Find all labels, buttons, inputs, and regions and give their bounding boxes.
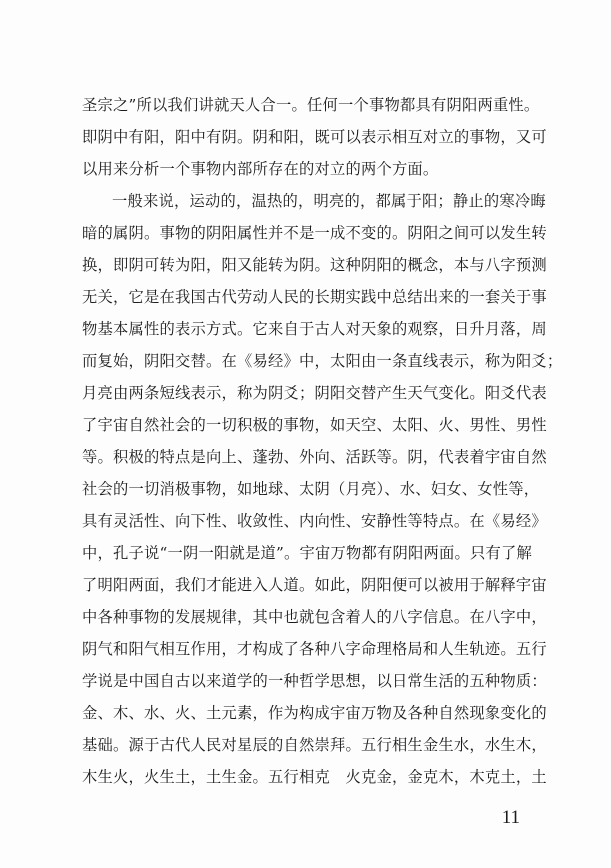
text-line: 基础。源于古代人民对星辰的自然崇拜。五行相生金生水，水生木， (82, 736, 547, 754)
text-line: 学说是中国自古以来道学的一种哲学思想，以日常生活的五种物质： (82, 672, 547, 690)
text-line: 暗的属阴。事物的阴阳属性并不是一成不变的。阴阳之间可以发生转 (82, 224, 547, 242)
text-line: 圣宗之”所以我们讲就天人合一。任何一个事物都具有阴阳两重性。 (82, 96, 540, 114)
text-line: 物基本属性的表示方式。它来自于古人对天象的观察，日升月落，周 (82, 320, 547, 338)
text-line: 中，孔子说“一阴一阳就是道”。宇宙万物都有阴阳两面。只有了解 (82, 544, 532, 562)
text-line: 了明阳两面，我们才能进入人道。如此，阴阳便可以被用于解释宇宙 (82, 576, 547, 594)
page-number: 11 (501, 807, 520, 828)
text-line: 等。积极的特点是向上、蓬勃、外向、活跃等。阴，代表着宇宙自然 (82, 448, 547, 466)
text-line: 即阴中有阳，阳中有阴。阴和阳，既可以表示相互对立的事物，又可 (82, 128, 547, 146)
text-line: 而复始，阴阳交替。在《易经》中，太阳由一条直线表示，称为阳爻； (82, 352, 563, 370)
text-line: 了宇宙自然社会的一切积极的事物，如天空、太阳、火、男性、男性 (82, 416, 547, 434)
text-line: 无关，它是在我国古代劳动人民的长期实践中总结出来的一套关于事 (82, 288, 547, 306)
text-line: 金、木、水、火、土元素，作为构成宇宙万物及各种自然现象变化的 (82, 704, 547, 722)
text-line: 以用来分析一个事物内部所存在的对立的两个方面。 (82, 160, 439, 178)
text-line: 换，即阴可转为阳，阳又能转为阴。这种阴阳的概念，本与八字预测 (82, 256, 547, 274)
text-line: 具有灵活性、向下性、收敛性、内向性、安静性等特点。在《易经》 (82, 512, 547, 530)
text-line: 月亮由两条短线表示，称为阴爻；阴阳交替产生天气变化。阳爻代表 (82, 384, 547, 402)
text-line: 社会的一切消极事物，如地球、太阴（月亮）、水、妇女、女性等， (82, 480, 540, 498)
text-line: 木生火，火生土，土生金。五行相克 火克金，金克木，木克土，土 (82, 768, 547, 786)
text-line-indented: 一般来说，运动的，温热的，明亮的，都属于阳；静止的寒冷晦 (112, 192, 546, 210)
text-line: 中各种事物的发展规律，其中也就包含着人的八字信息。在八字中， (82, 608, 547, 626)
text-line: 阴气和阳气相互作用，才构成了各种八字命理格局和人生轨迹。五行 (82, 640, 547, 658)
